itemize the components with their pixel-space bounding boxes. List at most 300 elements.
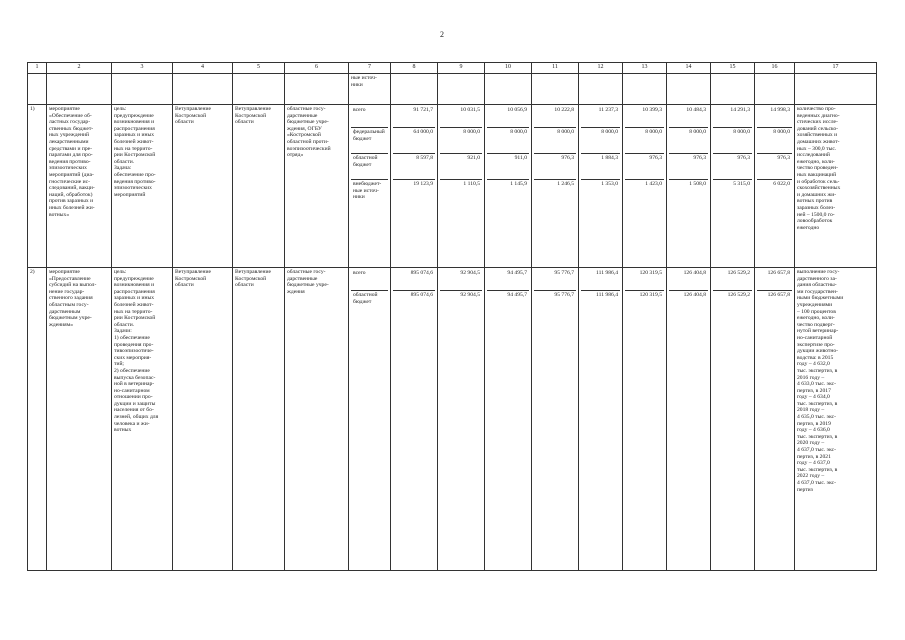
text-line: ждениям» [49,321,74,328]
empty-cell [795,74,877,105]
text-line: тыс. экспертиз, в [797,466,838,473]
text-line: тыс. экспертиз, в [797,367,838,374]
text-line: 2016 году – [797,374,825,381]
empty-cell [47,74,112,105]
year-amount-cell [711,105,755,268]
text-line: 2) обеспечение [114,367,150,374]
text-line: ведения противо- [114,178,156,185]
amount-stack [625,106,664,266]
text-line: и обработок сель- [797,178,840,185]
text-line: пертиз, в 2019 [797,420,831,427]
coordinator-cell [173,105,233,268]
text-line: цель: [114,269,127,275]
amount-stack [487,106,529,266]
text-line: отношении про- [114,394,153,401]
amount-value: 976,3 [625,154,664,180]
text-line: мероприятие [49,269,80,275]
amount-value: 8 000,0 [534,128,576,154]
year-amount-cell [579,105,623,268]
text-line: ных – 300,0 тыс. [797,145,837,152]
text-line: лекарственными [49,138,89,145]
amount-value: 126 404,8 [669,269,708,291]
text-line: ждения, ОГБУ [287,125,322,132]
text-line: хозяйственных и [797,132,838,139]
text-line: субсидий на выпол- [49,282,97,289]
amount-value: 8 000,0 [713,128,752,154]
text-line: веденных диагно- [797,112,840,119]
text-line: предупреждение [114,112,154,119]
goal-cell [112,268,173,571]
amount-value: 976,3 [534,154,576,180]
text-line: нутой ветеринар- [797,328,839,335]
amount-value: 91 721,7 [393,106,435,128]
empty-cell [391,74,438,105]
column-number-cell: 3 [112,63,173,74]
text-line: внебюджет- [353,181,382,187]
amount-value: 126 529,2 [727,292,750,298]
amount-value: 111 986,4 [581,269,620,291]
text-line: областной [353,292,378,298]
text-line: мероприятий (диа- [49,171,94,178]
text-line: ной в ветеринар- [114,381,155,388]
text-line: водства: в 2015 [797,354,834,361]
text-line: 4 635,0 тыс. экс- [797,414,836,421]
text-line: ведения противо- [49,158,91,165]
text-line: учреждениями [797,301,833,308]
amount-value: 14 998,3 [757,106,792,128]
amount-stack [393,269,435,569]
text-line: году – 4 634,0 [797,394,830,401]
text-line: дарственные [287,275,318,282]
text-line: бюджет [353,161,372,168]
amount-value: 976,3 [713,154,752,180]
amount-value: 64 000,0 [393,128,435,154]
text-line: областные госу- [287,269,326,275]
text-line: области. [114,321,135,328]
continuation-row [28,74,877,105]
text-line: тыс. экспертиз, в [797,433,838,440]
text-line: ежегодно [797,224,820,231]
amount-stack [534,106,576,266]
funding-source-cell [349,105,391,268]
amount-value: 126 657,8 [757,269,792,291]
text-line: возникновения и [114,282,155,289]
text-line: ежегодно, коли- [797,158,835,165]
expected-result-cell [795,105,877,268]
year-amount-cell [532,105,579,268]
text-line: ных на террито- [114,145,153,152]
text-line: вотных» [49,211,70,218]
text-line: году – 4 636,0 [797,427,830,434]
text-line: 2018 году – [797,407,825,414]
amount-value: 126 657,8 [767,292,790,298]
amount-value: 976,3 [757,154,792,180]
text-line: Костромской [175,112,207,119]
amount-value: 6 022,0 [773,181,790,187]
amount-value: 1 423,0 [645,181,662,187]
text-line: ских мероприя- [114,354,152,361]
year-amount-cell [711,268,755,571]
text-line: «Обеспечение об- [49,112,92,119]
text-line: скохозяйственных [797,185,841,192]
amount-value: 126 529,2 [713,269,752,291]
text-line: заразных и иных [114,295,155,302]
amount-value: 8 597,8 [393,154,435,180]
source-line: ники [351,81,363,88]
year-amount-cell [438,105,485,268]
text-line: иных болезней жи- [49,204,95,211]
amount-value: 911,0 [487,154,529,180]
text-line: экспертизе про- [797,341,835,348]
text-line: распространения [114,125,155,132]
text-line: 4 633,0 тыс. экс- [797,381,836,388]
expected-result-cell [795,268,877,571]
empty-cell [173,74,233,105]
year-amount-cell [532,268,579,571]
empty-cell [623,74,667,105]
text-line: дукции животно- [797,348,839,355]
amount-stack [581,269,620,569]
text-line: Костромской [235,275,267,282]
text-line: гностические ис- [49,178,90,185]
amount-value: 111 986,4 [596,292,618,298]
year-amount-cell [623,268,667,571]
text-line: области [175,282,194,289]
amount-value: 94 495,7 [487,269,529,291]
text-line: 1) обеспечение [114,334,150,341]
amount-value: 10 399,3 [625,106,664,128]
year-amount-cell [391,105,438,268]
amount-stack [440,106,482,266]
participants-cell [285,105,349,268]
amount-value: 1 145,9 [510,181,527,187]
text-line: но-санитарной [797,334,833,341]
column-number-cell: 13 [623,63,667,74]
funding-source-stack [351,106,388,266]
text-line: ловообработок [797,218,833,225]
funding-source-stack [351,269,388,569]
text-line: году – 4 637,0 [797,460,830,467]
text-line: ластных государ- [49,119,91,126]
executor-cell [233,105,285,268]
text-line: ными бюджетными [797,295,844,302]
year-amount-cell [579,268,623,571]
year-amount-cell [438,268,485,571]
text-line: ми государствен- [797,288,838,295]
continuation-source-cell [349,74,391,105]
amount-value: 8 000,0 [487,128,529,154]
empty-cell [438,74,485,105]
year-amount-cell [755,268,795,571]
text-line: вотных против [797,198,833,205]
amount-stack [713,106,752,266]
text-line: Ветуправление [235,106,271,112]
amount-value: 10 484,3 [669,106,708,128]
text-line: Задача: [114,165,132,172]
text-line: «Костромской [287,132,321,139]
text-line: бюджет [353,135,372,142]
coordinator-cell [173,268,233,571]
text-line: дований сельско- [797,125,839,132]
amount-stack [534,269,576,569]
text-line: 2022 году – [797,473,825,480]
amount-value: 11 237,3 [581,106,620,128]
year-amount-cell [485,268,532,571]
empty-cell [112,74,173,105]
year-amount-cell [485,105,532,268]
text-line: пертиз, в 2021 [797,453,831,460]
funding-source [351,128,388,154]
amount-value: 895 074,6 [410,292,433,298]
amount-value: 120 319,5 [639,292,662,298]
text-line: ных на террито- [114,308,153,315]
column-number-row [28,63,877,74]
text-line: области [235,282,254,289]
amount-stack [581,106,620,266]
column-number-cell: 6 [285,63,349,74]
text-line: цель: [114,106,127,112]
empty-cell [532,74,579,105]
text-line: Ветуправление [235,269,271,275]
page-number: 2 [440,30,444,39]
empty-cell [667,74,711,105]
text-line: бюджетные учре- [287,282,329,289]
amount-value: 1 110,5 [463,181,480,187]
amount-value: 94 495,7 [507,292,527,298]
year-amount-cell [667,268,711,571]
text-line: области [235,119,254,126]
text-line: областные госу- [287,106,326,112]
amount-value: 1 508,0 [689,181,706,187]
column-number-cell: 4 [173,63,233,74]
empty-cell [285,74,349,105]
text-line: дарственным [49,308,81,315]
empty-cell [579,74,623,105]
column-number-cell: 16 [755,63,795,74]
text-line: области. [114,158,135,165]
text-line: чество проведен- [797,165,838,172]
text-line: дарственного за- [797,275,837,282]
text-line: всего [353,107,366,113]
text-line: паратами для про- [49,152,93,159]
text-line: заразных болез- [797,204,836,211]
text-line: нение государ- [49,288,85,295]
text-line: 4 637,0 тыс. экс- [797,480,836,486]
amount-stack [393,106,435,266]
text-line: количество про- [797,106,836,112]
row-number-cell: 1) [28,105,47,268]
text-line: дарственные [287,112,318,119]
amount-value: 10 222,8 [534,106,576,128]
text-line: – 100 процентов [797,308,836,315]
funding-source [351,291,388,569]
column-number-cell: 17 [795,63,877,74]
goal-cell [112,105,173,268]
participants-cell [285,268,349,571]
empty-cell [485,74,532,105]
text-line: дукции и защиты [114,400,156,407]
executor-cell [233,268,285,571]
funding-source [351,106,388,128]
text-line: областным госу- [49,301,89,308]
text-line: тий; [114,361,124,368]
text-line: исследований [797,152,830,159]
empty-cell [28,74,47,105]
text-line: болезней живот- [114,138,154,145]
amount-value: 120 319,5 [625,269,664,291]
amount-value: 10 056,9 [487,106,529,128]
program-measures-table [27,62,877,571]
amount-value: 1 353,0 [601,181,618,187]
text-line: выпуска безопас- [114,374,156,381]
text-line: бюджетные учре- [287,119,329,126]
amount-value: 92 904,5 [440,269,482,291]
measure-name-cell [47,105,112,268]
text-line: выполнение госу- [797,269,840,275]
amount-value: 895 074,6 [393,269,435,291]
text-line: бюджет [353,298,372,305]
table-row [28,268,877,571]
amount-value: 921,0 [440,154,482,180]
amount-value: 976,3 [669,154,708,180]
text-line: Ветуправление [175,269,211,275]
text-line: эпизоотических [114,185,152,192]
text-line: всего [353,270,366,276]
funding-source [351,269,388,291]
year-amount-cell [623,105,667,268]
year-amount-cell [391,268,438,571]
text-line: области [175,119,194,126]
amount-stack [625,269,664,569]
text-line: мероприятие [49,106,80,112]
row-number-cell: 2) [28,268,47,571]
text-line: мероприятий [114,191,146,198]
amount-stack [487,269,529,569]
text-line: возникновения и [114,119,155,126]
text-line: ежегодно, коли- [797,315,835,322]
text-line: ственного задания [49,295,93,302]
column-number-cell: 15 [711,63,755,74]
text-line: стических иссле- [797,119,838,126]
text-line: воэпизоотический [287,145,331,152]
empty-cell [755,74,795,105]
text-line: ных вакцинаций [797,171,837,178]
text-line: и домашних жи- [797,191,837,198]
text-line: но-санитарном [114,387,150,394]
measure-name-cell [47,268,112,571]
amount-value: 14 291,3 [713,106,752,128]
text-line: лезней, общих для [114,414,159,421]
text-line: ственных бюджет- [49,125,94,132]
text-line: чество подверг- [797,321,835,328]
amount-stack [669,269,708,569]
amount-value: 95 776,7 [534,269,576,291]
text-line: средствами и пре- [49,145,92,152]
amount-stack [440,269,482,569]
text-line: пертиз, в 2017 [797,387,831,394]
text-line: «Предоставление [49,275,91,282]
amount-value: 8 000,0 [581,128,620,154]
text-line: предупреждение [114,275,154,282]
text-line: ники [353,194,365,201]
text-line: Костромской [175,275,207,282]
column-number-cell: 14 [667,63,711,74]
column-number-cell: 8 [391,63,438,74]
amount-value: 95 776,7 [554,292,574,298]
amount-value: 10 031,5 [440,106,482,128]
amount-value: 126 404,8 [683,292,706,298]
text-line: ждения [287,288,305,295]
text-line: против заразных и [49,198,94,205]
text-line: заразных и иных [114,132,155,139]
funding-source-cell [349,268,391,571]
table-row [28,105,877,268]
text-line: году – 4 632,0 [797,361,830,368]
amount-stack [669,106,708,266]
column-number-cell: 11 [532,63,579,74]
amount-value: 1 884,3 [581,154,620,180]
amount-value: 1 246,5 [557,181,574,187]
text-line: областной [353,155,378,161]
text-line: домашних живот- [797,138,840,145]
text-line: распространения [114,288,155,295]
text-line: 2020 году – [797,440,825,447]
text-line: Костромской [235,112,267,119]
text-line: рии Костромской [114,315,156,322]
text-line: человека и жи- [114,420,150,427]
year-amount-cell [755,105,795,268]
text-line: тивоэпизоотиче- [114,348,154,355]
text-line: вотных [114,427,132,434]
funding-source [351,180,388,266]
column-number-cell: 12 [579,63,623,74]
text-line: проведения про- [114,341,154,348]
text-line: Задачи: [114,328,132,335]
text-line: Ветуправление [175,106,211,112]
amount-stack [713,269,752,569]
amount-value: 92 904,5 [460,292,480,298]
source-line: ные источ- [351,75,377,81]
text-line: болезней живот- [114,301,154,308]
amount-value: 8 000,0 [669,128,708,154]
empty-cell [711,74,755,105]
column-number-cell: 2 [47,63,112,74]
amount-value: 8 000,0 [757,128,792,154]
column-number-cell: 10 [485,63,532,74]
text-line: обеспечение про- [114,171,156,178]
text-line: ных учреждений [49,132,90,139]
amount-value: 19 123,9 [413,181,433,187]
year-amount-cell [667,105,711,268]
text-line: пертиз [797,486,813,493]
text-line: эпизоотических [49,165,87,172]
column-number-cell: 9 [438,63,485,74]
text-line: бюджетным учре- [49,315,92,322]
text-line: областной проти- [287,138,329,145]
amount-value: 5 315,0 [733,181,750,187]
text-line: дания областны- [797,282,837,289]
funding-source [351,154,388,180]
text-line: ные источ- [353,187,379,194]
text-line: отряд» [287,152,304,159]
column-number-cell: 5 [233,63,285,74]
text-line: тыс. экспертиз, в [797,400,838,407]
text-line: ней – 1500,0 го- [797,211,835,218]
column-number-cell: 1 [28,63,47,74]
column-number-cell: 7 [349,63,391,74]
amount-stack [757,269,792,569]
amount-stack [757,106,792,266]
